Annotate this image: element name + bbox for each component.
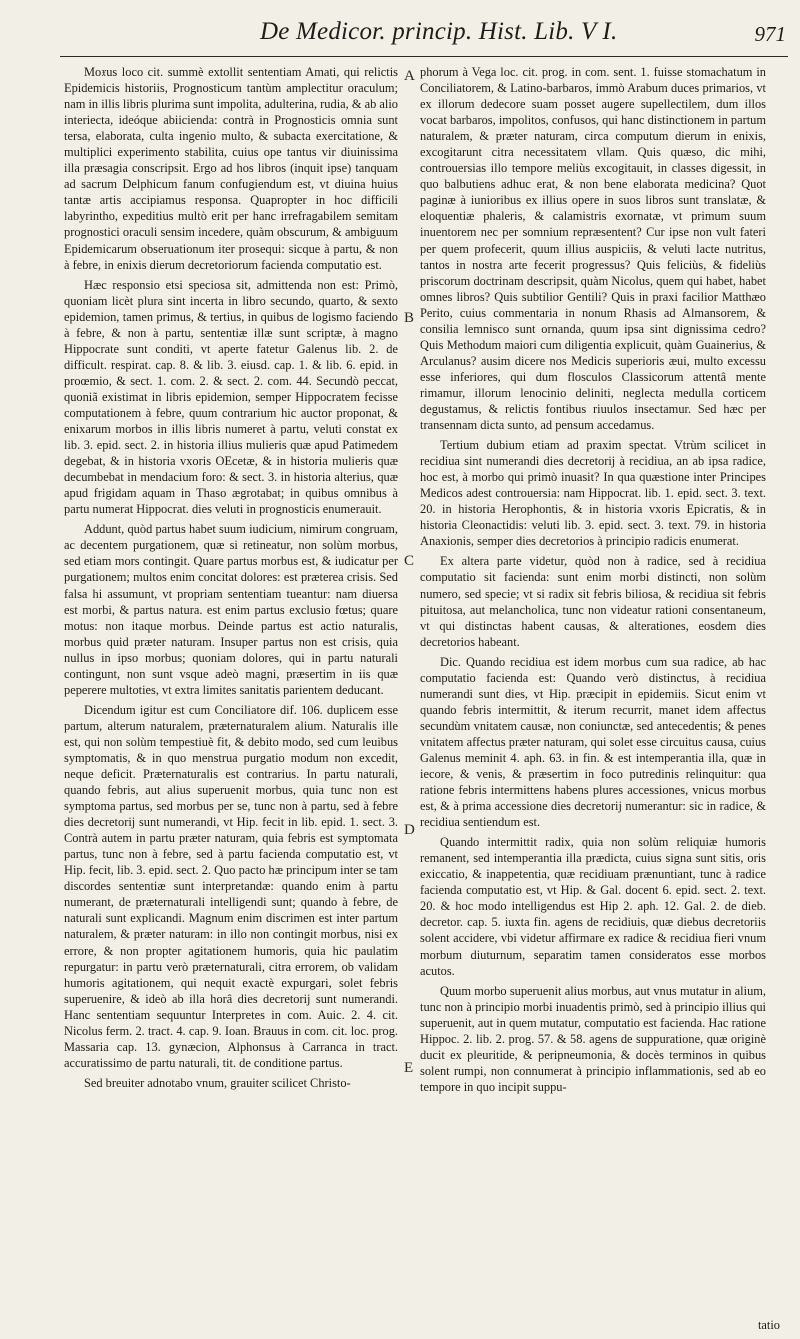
margin-letter-d: D	[404, 822, 415, 838]
paragraph: Sed breuiter adnotabo vnum, grauiter scilicet Christo-	[84, 1075, 351, 1090]
catchword: tatio	[757, 1318, 780, 1332]
right-column	[420, 64, 766, 1329]
paragraph: Mo𝔵us loco cit. summè extollit sententiam Amati, qui relictis Epidemicis historiis, Prognosticum tantùm amplectitur oraculum; nam in illis libris plurima sunt impolita, adulterina, rudia, & ab alio interiecta, ideóque abiicienda: contrà in Prognosticis omnia sunt tersa, elaborata, culta ingenio multo, & subacta exercitatione, & multiplici experimento stabilita, cuius ope tantus vir diuinissima illa præsagia conscripsit. Ergo ad hos libros (inquit ipse) tanquam ad sacrum Delphicum fanum confugiendum est, vt diuina huius tantæ artis accipiamus responsa. Quapropter in hoc difficili labyrintho, expeditius multò erit per hanc irrefragabilem semitam prognostici oraculi sensim incedere, quàm obscurum, & ambiguum Epidemicarum obseruationum iter prosequi: sicque à partu, & non à febre, in enixis dierum decretoriorum facienda computatio est.	[64, 65, 398, 272]
paragraph: Dic. Quando recidiua est idem morbus cum sua radice, ab hac computatio facienda est: Quando verò distinctus, à recidiua numerandi sunt dies, vt Hip. præcipit in epidemiis. Sicut enim vt quando febris intermittit, & iterum recurrit, manet idem affectus secundùm vnitatem causæ, non coniunctæ, sed antecedentis; & penes vnitatem affectus præter naturam, qui solet esse circuitus causa, cuius Galenus meminit 4. aph. 63. in fin. & est intemperantia illa, quæ in iecore, & venis, & præsertim in foco putredinis relinquitur: qua ratione febris intermittens habens plures accessiones, vnicus morbus est, & à prima accessione dies decretorij numerantur: sic in radice, & recidiua sentiendum est.	[420, 654, 766, 830]
paragraph: phorum à Vega loc. cit. prog. in com. sent. 1. fuisse stomachatum in Conciliatorem, & Latino-barbaros, immò Arabum duces primarios, vt ex illorum dedecore suam posset augere supellectilem, dum illos vocat barbaros, impolitos, confusos, qui hanc distinctionem in partum naturalem, & præter naturam, circa computum dierum in enixis, excogitarunt citra necessitatem vllam. Quis quæso, dic mihi, controuersias illo tempore meliùs excogitauit, in classes digessit, in quo balbutiens adhuc erat, & non bene elaborata medicina? Quot paginæ à iunioribus ex illius opere in suos libros sunt translatæ, & eloquentiæ phaleris, & calamistris exornatæ, vt primum suum inuentorem nec per somnium repræsentent? Cur ipse non vult fateri per quem profecerit, quum illius auspiciis, & veluti lacte nutritus, tantos in nostra arte fecerit progressus? Quis feliciùs, & fideliùs priscorum doctrinam descripsit, quàm Nicolus, quem qui habet, habet omnes libros? Quis subtilior Gentili? Quis in praxi facilior Matthæo Perito, cuius commentaria in nonum Rhasis ad Almansorem, & consilia lemnisco sunt ornanda, quum ipsa sint dignissima cedro? Quis Methodum maiori cum diligentia explicuit, quàm Guainerius, & Arculanus? ausim dicere nos Medicis superioris æui, multo excessu esse inferiores, qui dum flosculos Classicorum attentâ mente rimamur, illorum lenocinio deliniti, neglecta medulla corticem degustamus, & relictis fontibus riuulos insectamur. Sed hæc per transennam dicta sunto, ad pensum accedamus.	[420, 65, 766, 433]
paragraph: Dicendum igitur est cum Conciliatore dif. 106. duplicem esse partum, alterum naturalem, præternaturalem alium. Naturalis ille est, qui non solùm tempestiuè fit, & debito modo, sed cum leuibus symptomatis, & in quo menstrua purgatio modum non excedit, neque deficit. Præternaturalis est contrarius. In partu naturali, quando febris, aut alius superuenit morbus, quia tunc non est symptoma partus, sed morbus per se, tunc non à partu, sed à febre dies decretorij sunt numerandi, vt Hip. fecit in lib. epid. 1. sect. 3. Contrà autem in partu præter naturam, quia febris est symptomata partus, tunc non à febre, sed à partu facienda computatio est, vt Hip. fecit, lib. 3. epid. sect. 2. Quo pacto hæ principum inter se tam discordes sententiæ sunt interpretandæ: quando enim à partu numerant, de præternaturali intelligendi sunt; quando à febre, de naturali sunt explicandi. Magnum enim discrimen est inter partum naturalem, & præter naturam: in illo non contingit morbus, nisi ex errore, & non propter agitationem humoris, quia hic paulatim repurgatur: in partu verò præternaturali, citra errorem, ob validam humoris agitationem, qui nequit exactè expurgari, solet febris superuenire, & ideò ab illa horâ dies decretorij sunt numerandi. Hanc sententiam sequuntur Interpretes in com. Auic. 2. 4. cit. Nicolus ferm. 2. tract. 4. cap. 9. Ioan. Brauus in com. cit. loc. prog. Massaria cap. 13. gynæcion, Alphonsus à Carranca in tract. accuratissimo de partu naturali, tit. de conditione partus.	[64, 702, 398, 1070]
paragraph: Quum morbo superuenit alius morbus, aut vnus mutatur in alium, tunc non à principio morbi inuadentis primò, sed à principio illius qui superuenit, aut in quem mutatur, computatio est facienda. Hac ratione Hippoc. 2. lib. 2. prog. 57. & 58. agens de suppuratione, quæ originè ducit ex pleuritide, & peripneumonia, & docès terminos in quibus solent rumpi, non connumerat à principio inflammationis, sed ab eo tempore in quo incipit suppu-	[420, 983, 766, 1094]
paragraph: Addunt, quòd partus habet suum iudicium, nimirum congruam, ac decentem purgationem, quæ si retineatur, non solùm morbus, sed etiam mors contingit. Quare partus morbus est, & iudicatur per purgationem; multos enim concitat dolores: est præterea crisis. Sed falsa hi assumunt, vt propriam sententiam tueantur: nam diuersa est morbi, & partus natura. est enim partus exclusio fœtus; quare motus: non itaque morbus. Deinde partus est actio naturalis, morbus quid præter naturam. Insuper partus non est crisis, quia nullus in ipso morbus; quoniam dolores, qui in partu naturali contingunt, non sunt vsque adeò magni, præsertim in iis quæ peperere multoties, vt extra limites sanitatis parientem deducant.	[64, 522, 398, 697]
page-number: 971	[754, 22, 786, 46]
margin-letter-b: B	[404, 310, 415, 326]
paragraph: Hæc responsio etsi speciosa sit, admittenda non est: Primò, quoniam licèt plura sint incerta in libro secundo, quarto, & sexto epidemion, tamen primus, & tertius, in quibus de logismo faciendo à febre, & non à partu, sententiæ illæ sunt scriptæ, à magno Hippocrate sunt conditi, vt aperte fatetur Galenus lib. 2. de difficult. respirat. cap. 8. & lib. 3. eiusd. cap. 1. & lib. 6. epid. in proœmio, & sect. 1. com. 2. & sect. 2. com. 44. Secundò peccat, quoniã existimat in libris epidemion, semper Hippocratem fecisse computationem à febre, quum contrarium hic auctor proponat, & enixarum morbos in illis libris numeret à partu, veluti constat ex lib. 3. epid. sect. 2. in historia illius mulieris quæ apud Patimedem degebat, & in historia vxoris OEcetæ, & in historia mulieris quæ decumbebat in mendacium foro: & sect. 3. in historia alterius, quæ apud frigidam aquam in Thaso ægrotabat; in quibus omnibus à partu numerat Hippocrat. dies veluti in prognosticis enumerauit.	[64, 277, 398, 517]
paragraph: Ex altera parte videtur, quòd non à radice, sed à recidiua computatio sit facienda: sunt enim morbi distincti, non solùm numero, sed specie; vt si radix sit febris biliosa, & recidiua sit febris pituitosa, aut melancholica, tunc non videatur rationi consentaneum, vt qui distinctas habent causas, & alterationes, eosdem dies decretorios habeant.	[420, 554, 766, 649]
left-column	[64, 64, 398, 1329]
paragraph: Quando intermittit radix, quia non solùm reliquiæ humoris remanent, sed intemperantia illa prædicta, cuius signa sunt sitis, oris exiccatio, & inappetentia, quæ recidiuam prænuntiant, tunc à radice facienda computatio est, vt Hip. & Gal. docent 6. epid. sect. 2. text. 20. & hoc modo intelligendus est Hip 2. aph. 12. Gal. 2. de dieb. decretor. cap. 5. iuxta fin. agens de recidiuis, quæ diebus decretoriis solent accidere, vbi videtur affirmare ex radice & recidiua fieri vnum morbum diuturnum, separatim tamen consideratos esse morbos acutos.	[420, 835, 766, 978]
page-header	[60, 14, 788, 57]
paragraph: Tertium dubium etiam ad praxim spectat. Vtrùm scilicet in recidiua sint numerandi dies decretorij à recidiua, an ab ipsa radice, hoc est, à morbo qui primò inuasit? In qua quæstione inter Principes Medicos adest controuersia: nam Hippocrat. lib. 1. epid. sect. 3. text. 20. in historia Herophontis, & in historia vxoris Epicratis, & in historia Cleonactidis: veluti lib. 3. epid. sect. 3. text. 79. in historia Anaxionis, semper dies decretorios à principio radicis enumerat.	[420, 438, 766, 549]
margin-letter-e: E	[404, 1060, 414, 1076]
margin-letter-a: A	[404, 68, 415, 84]
running-title: De Medicor. princip. Hist. Lib. V I.	[260, 18, 618, 45]
margin-letter-c: C	[404, 553, 415, 569]
